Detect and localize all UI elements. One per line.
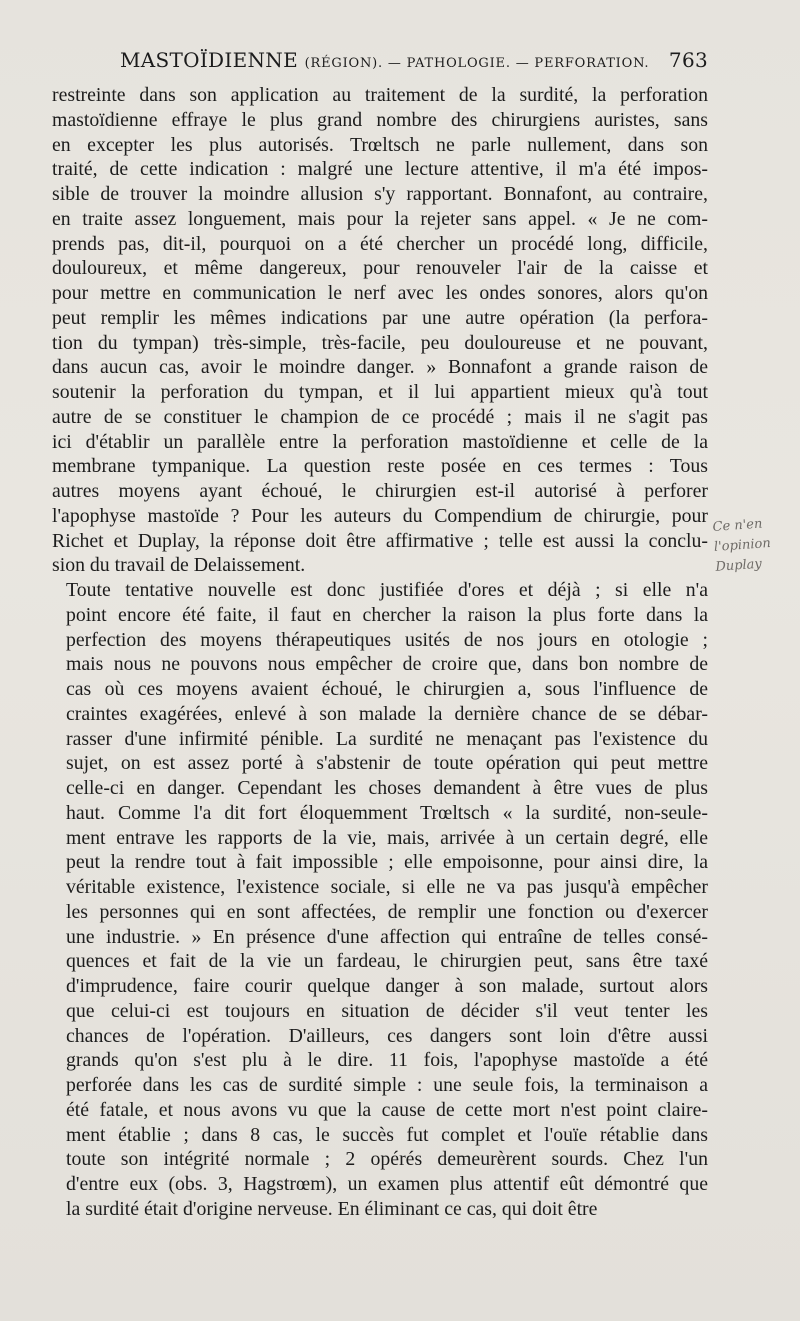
running-title-main: MASTOÏDIENNE bbox=[120, 48, 298, 72]
text-line: d'entre eux (obs. 3, Hagstrœm), un examen plus attentif eût démontré que bbox=[66, 1173, 708, 1195]
text-line: ici d'établir un parallèle entre la perforation mastoïdienne et celle de la bbox=[52, 430, 708, 453]
text-line: les personnes qui en sont affectées, de remplir une fonction ou d'exercer bbox=[66, 900, 708, 923]
text-line: mais nous ne pouvons nous empêcher de croire que, dans bon nombre de bbox=[66, 653, 708, 676]
handwritten-margin-note bbox=[712, 512, 800, 578]
text-line: sion du travail de Delaissement. bbox=[52, 554, 306, 577]
text-line: en traite assez longuement, mais pour la rejeter sans appel. « Je ne com- bbox=[52, 207, 708, 230]
paragraph-1 bbox=[52, 83, 708, 578]
text-line: Toute tentative nouvelle est donc justifiée d'ores et déjà ; si elle n'a bbox=[66, 579, 708, 601]
running-title-sub: (RÉGION). — PATHOLOGIE. — PERFORATION. bbox=[304, 56, 650, 71]
text-line: peut remplir les mêmes indications par une autre opération (la perfora- bbox=[52, 306, 708, 329]
running-header bbox=[120, 48, 708, 76]
text-line: tion du tympan) très-simple, très-facile, peu douloureuse et ne pouvant, bbox=[52, 331, 708, 354]
margin-note-line: Ce n'en bbox=[712, 516, 763, 535]
text-line: point encore été faite, il faut en chercher la raison la plus forte dans la bbox=[66, 603, 708, 626]
text-line: soutenir la perforation du tympan, et il lui appartient mieux qu'à tout bbox=[52, 381, 708, 403]
text-line: grands qu'on s'est plu à le dire. 11 fois, l'apophyse mastoïde a été bbox=[66, 1049, 708, 1072]
text-line: la surdité était d'origine nerveuse. En éliminant ce cas, qui doit être bbox=[66, 1197, 598, 1220]
running-title bbox=[120, 48, 649, 72]
body-text bbox=[52, 83, 708, 1222]
text-line: traité, de cette indication : malgré une lecture attentive, il m'a été impos- bbox=[52, 158, 708, 181]
text-line: rasser d'une infirmité pénible. La surdité ne menaçant pas l'existence du bbox=[66, 727, 708, 750]
text-line: perforée dans les cas de surdité simple : une seule fois, la terminaison a bbox=[66, 1074, 708, 1096]
text-line: que celui-ci est toujours en situation de décider s'il veut tenter les bbox=[66, 999, 708, 1022]
page-number: 763 bbox=[668, 48, 708, 72]
text-line: autre de se constituer le champion de ce procédé ; mais il ne s'agit pas bbox=[52, 405, 708, 428]
text-line: mastoïdienne effraye le plus grand nombre des chirurgiens auristes, sans bbox=[52, 108, 708, 131]
text-line: sible de trouver la moindre allusion s'y rapportant. Bonnafont, au contraire, bbox=[52, 183, 708, 205]
text-line: véritable existence, l'existence sociale, si elle ne va pas jusqu'à empêcher bbox=[66, 876, 708, 898]
text-line: peut la rendre tout à fait impossible ; elle empoisonne, pour ainsi dire, la bbox=[66, 851, 708, 874]
text-line: été fatale, et nous avons vu que la cause de cette mort n'est point claire- bbox=[66, 1098, 708, 1121]
text-line: chances de l'opération. D'ailleurs, ces dangers sont loin d'être aussi bbox=[66, 1024, 708, 1047]
text-line: d'imprudence, faire courir quelque danger à son malade, surtout alors bbox=[66, 975, 708, 997]
text-line: autres moyens ayant échoué, le chirurgien est-il autorisé à perforer bbox=[52, 480, 708, 502]
text-line: ment entrave les rapports de la vie, mais, arrivée à un certain degré, elle bbox=[66, 826, 708, 849]
text-line: Richet et Duplay, la réponse doit être affirmative ; telle est aussi la conclu- bbox=[52, 529, 708, 552]
text-line: pour mettre en communication le nerf avec les ondes sonores, alors qu'on bbox=[52, 282, 708, 304]
margin-note-line: Duplay bbox=[714, 556, 763, 575]
text-line: membrane tympanique. La question reste posée en ces termes : Tous bbox=[52, 455, 708, 478]
text-line: dans aucun cas, avoir le moindre danger. » Bonnafont a grande raison de bbox=[52, 356, 708, 379]
text-line: douloureux, et même dangereux, pour renouveler l'air de la caisse et bbox=[52, 257, 708, 280]
text-line: craintes exagérées, enlevé à son malade la dernière chance de se débar- bbox=[66, 702, 708, 725]
text-line: quences et fait de la vie un fardeau, le chirurgien peut, sans être taxé bbox=[66, 950, 708, 973]
text-line: l'apophyse mastoïde ? Pour les auteurs du Compendium de chirurgie, pour bbox=[52, 504, 708, 527]
text-line: sujet, on est assez porté à s'abstenir de toute opération qui peut mettre bbox=[66, 752, 708, 775]
text-line: cas où ces moyens avaient échoué, le chirurgien a, sous l'influence de bbox=[66, 678, 708, 700]
text-line: restreinte dans son application au traitement de la surdité, la perforation bbox=[52, 84, 708, 106]
text-line: une industrie. » En présence d'une affection qui entraîne de telles consé- bbox=[66, 925, 708, 948]
text-line: en excepter les plus autorisés. Trœltsch ne parle nullement, dans son bbox=[52, 133, 708, 156]
text-line: perfection des moyens thérapeutiques usités de nos jours en otologie ; bbox=[66, 628, 708, 651]
paragraph-2 bbox=[52, 578, 708, 1222]
text-line: haut. Comme l'a dit fort éloquemment Trœltsch « la surdité, non-seule- bbox=[66, 801, 708, 824]
text-line: toute son intégrité normale ; 2 opérés demeurèrent sourds. Chez l'un bbox=[66, 1148, 708, 1171]
text-line: celle-ci en danger. Cependant les choses demandent à être vues de plus bbox=[66, 777, 708, 799]
text-line: ment établie ; dans 8 cas, le succès fut complet et l'ouïe rétablie dans bbox=[66, 1123, 708, 1146]
margin-note-line: l'opinion bbox=[713, 535, 772, 555]
text-line: prends pas, dit-il, pourquoi on a été chercher un procédé long, difficile, bbox=[52, 232, 708, 255]
